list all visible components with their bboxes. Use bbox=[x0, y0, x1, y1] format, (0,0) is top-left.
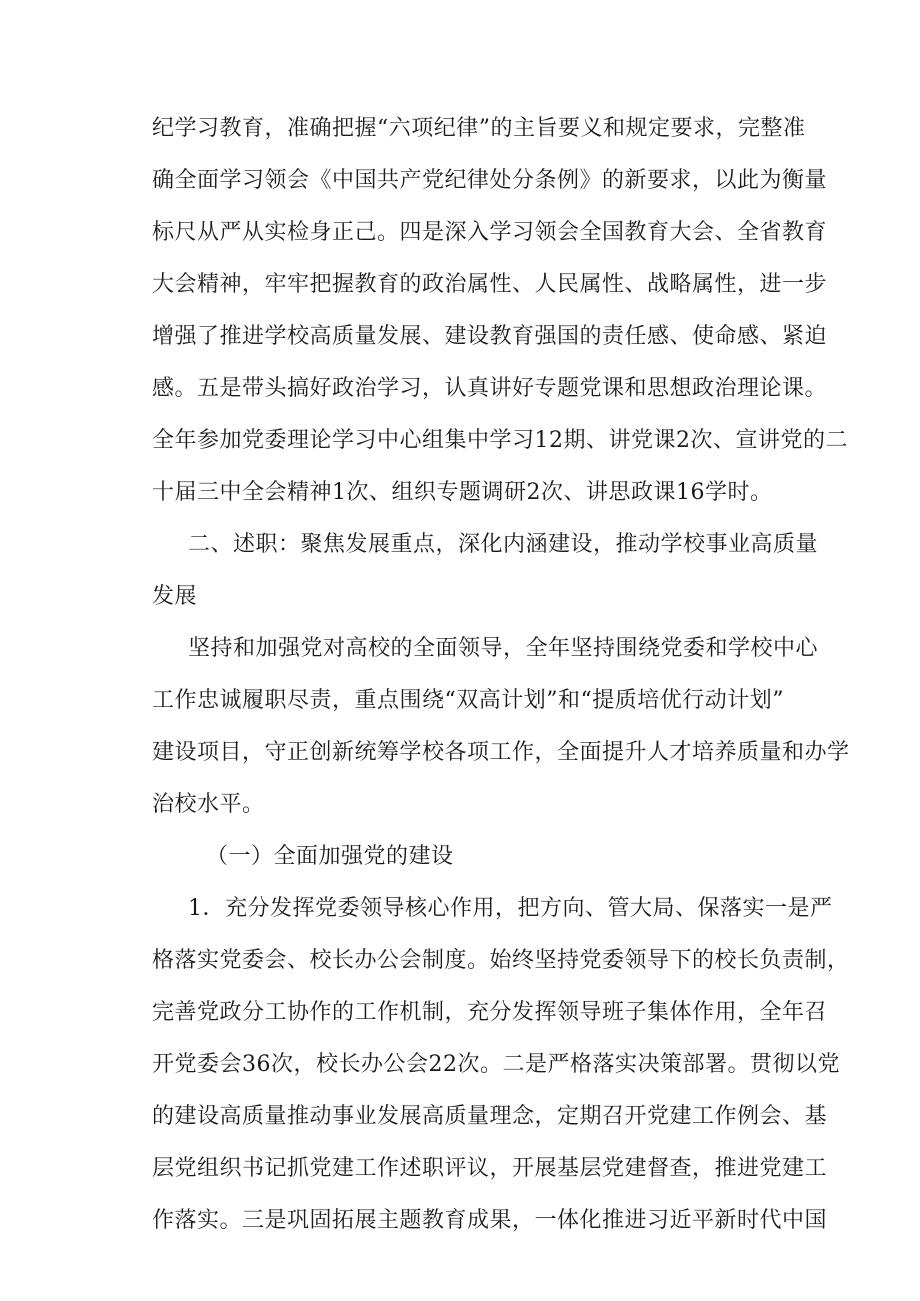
paragraph-line: 的建设高质量推动事业发展高质量理念，定期召开党建工作例会、基 bbox=[152, 1104, 828, 1129]
paragraph-line: 建设项目，守正创新统筹学校各项工作，全面提升人才培养质量和办学 bbox=[152, 740, 850, 765]
paragraph-line: 全年参加党委理论学习中心组集中学习12期、讲党课2次、宣讲党的二 bbox=[152, 428, 848, 453]
paragraph-line: 坚持和加强党对高校的全面领导，全年坚持围绕党委和学校中心 bbox=[188, 636, 819, 661]
subsection-heading: （一）全面加强党的建设 bbox=[206, 844, 454, 869]
section-heading-line: 二、述职：聚焦发展重点，深化内涵建设，推动学校事业高质量 bbox=[188, 532, 819, 557]
paragraph-line: 1．充分发挥党委领导核心作用，把方向、管大局、保落实一是严 bbox=[188, 896, 833, 921]
paragraph-line: 增强了推进学校高质量发展、建设教育强国的责任感、使命感、紧迫 bbox=[152, 324, 828, 349]
paragraph-line: 纪学习教育，准确把握“六项纪律”的主旨要义和规定要求，完整准 bbox=[152, 116, 806, 141]
paragraph-line: 感。五是带头搞好政治学习，认真讲好专题党课和思想政治理论课。 bbox=[152, 376, 828, 401]
paragraph-line: 确全面学习领会《中国共产党纪律处分条例》的新要求，以此为衡量 bbox=[152, 168, 828, 193]
paragraph-line: 作落实。三是巩固拓展主题教育成果，一体化推进习近平新时代中国 bbox=[152, 1208, 828, 1233]
paragraph-line: 工作忠诚履职尽责，重点围绕“双高计划”和“提质培优行动计划” bbox=[152, 688, 784, 713]
paragraph-line: 格落实党委会、校长办公会制度。始终坚持党委领导下的校长负责制， bbox=[152, 948, 850, 973]
paragraph-line: 治校水平。 bbox=[152, 792, 265, 817]
paragraph-line: 十届三中全会精神1次、组织专题调研2次、讲思政课16学时。 bbox=[152, 480, 773, 505]
paragraph-line: 开党委会36次，校长办公会22次。二是严格落实决策部署。贯彻以党 bbox=[152, 1052, 840, 1077]
paragraph-line: 层党组织书记抓党建工作述职评议，开展基层党建督查，推进党建工 bbox=[152, 1156, 828, 1181]
paragraph-line: 完善党政分工协作的工作机制，充分发挥领导班子集体作用，全年召 bbox=[152, 1000, 828, 1025]
section-heading-line: 发展 bbox=[152, 584, 198, 609]
paragraph-line: 标尺从严从实检身正己。四是深入学习领会全国教育大会、全省教育 bbox=[152, 220, 828, 245]
paragraph-line: 大会精神，牢牢把握教育的政治属性、人民属性、战略属性，进一步 bbox=[152, 272, 828, 297]
